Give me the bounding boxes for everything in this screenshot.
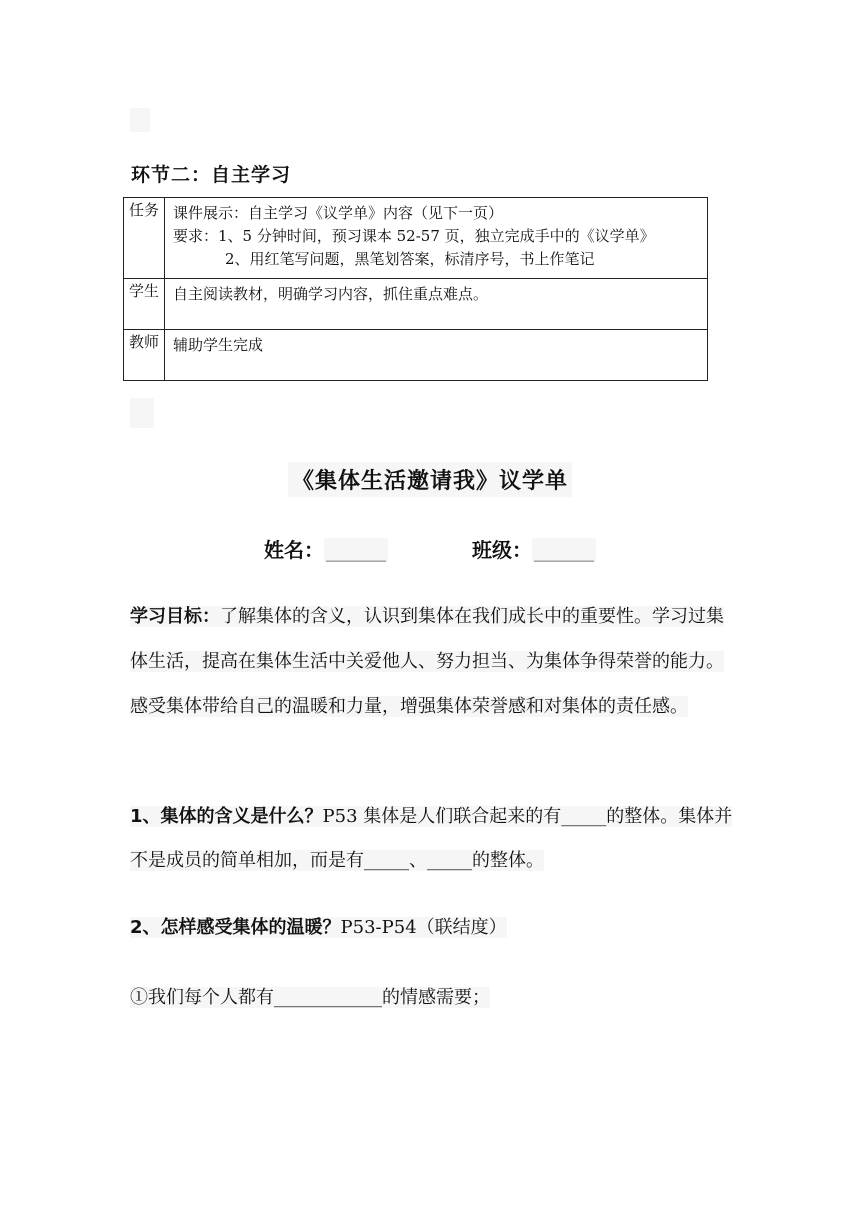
worksheet-title: [0, 462, 860, 497]
question-2-item-1: [130, 980, 735, 1016]
question-2-text: P53-P54（联结度）: [340, 917, 507, 938]
image-placeholder: [130, 398, 154, 428]
task-line-display: 课件展示：自主学习《议学单》内容（见下一页）: [173, 204, 504, 222]
row-label-task: 任务: [124, 198, 165, 279]
class-label: 班级：: [472, 538, 532, 562]
task-line-requirement-2: 2、用红笔写问题，黑笔划答案，标清序号，书上作笔记: [225, 250, 595, 268]
name-blank[interactable]: ______: [326, 538, 386, 562]
question-2: [130, 910, 735, 946]
worksheet-title-text: 《集体生活邀请我》议学单: [288, 462, 572, 497]
goals-label: 学习目标：: [130, 606, 220, 627]
table-row: [124, 279, 708, 330]
learning-goals: [130, 594, 735, 729]
question-1-text: P53 集体是人们联合起来的有_____的整体。集体并不是成员的简单相加，而是有_____、_____的整体。: [130, 806, 733, 871]
task-line-requirement-1: 要求：1、5 分钟时间，预习课本 52-57 页，独立完成手中的《议学单》: [173, 227, 655, 245]
table-row: [124, 330, 708, 381]
image-placeholder: [130, 108, 150, 132]
class-blank[interactable]: ______: [534, 538, 594, 562]
section-title: 环节二：自主学习: [131, 164, 292, 186]
table-row: [124, 198, 708, 279]
student-content: 自主阅读教材，明确学习内容，抓住重点难点。: [165, 279, 708, 330]
teacher-content: 辅助学生完成: [165, 330, 708, 381]
name-label: 姓名：: [264, 538, 324, 562]
question-2-item-1-text: ①我们每个人都有____________的情感需要；: [130, 987, 490, 1008]
row-label-teacher: 教师: [124, 330, 165, 381]
question-1: [130, 795, 735, 883]
name-class-line: [0, 534, 860, 563]
row-label-student: 学生: [124, 279, 165, 330]
question-1-label: 1、集体的含义是什么？: [130, 806, 323, 827]
goals-text: 了解集体的含义，认识到集体在我们成长中的重要性。学习过集体生活，提高在集体生活中关爱他人、努力担当、为集体争得荣誉的能力。感受集体带给自己的温暖和力量，增强集体荣誉感和对集体的责任感。: [130, 606, 724, 717]
task-table: [123, 197, 708, 381]
question-2-label: 2、怎样感受集体的温暖？: [130, 917, 341, 938]
task-content: [165, 198, 708, 279]
